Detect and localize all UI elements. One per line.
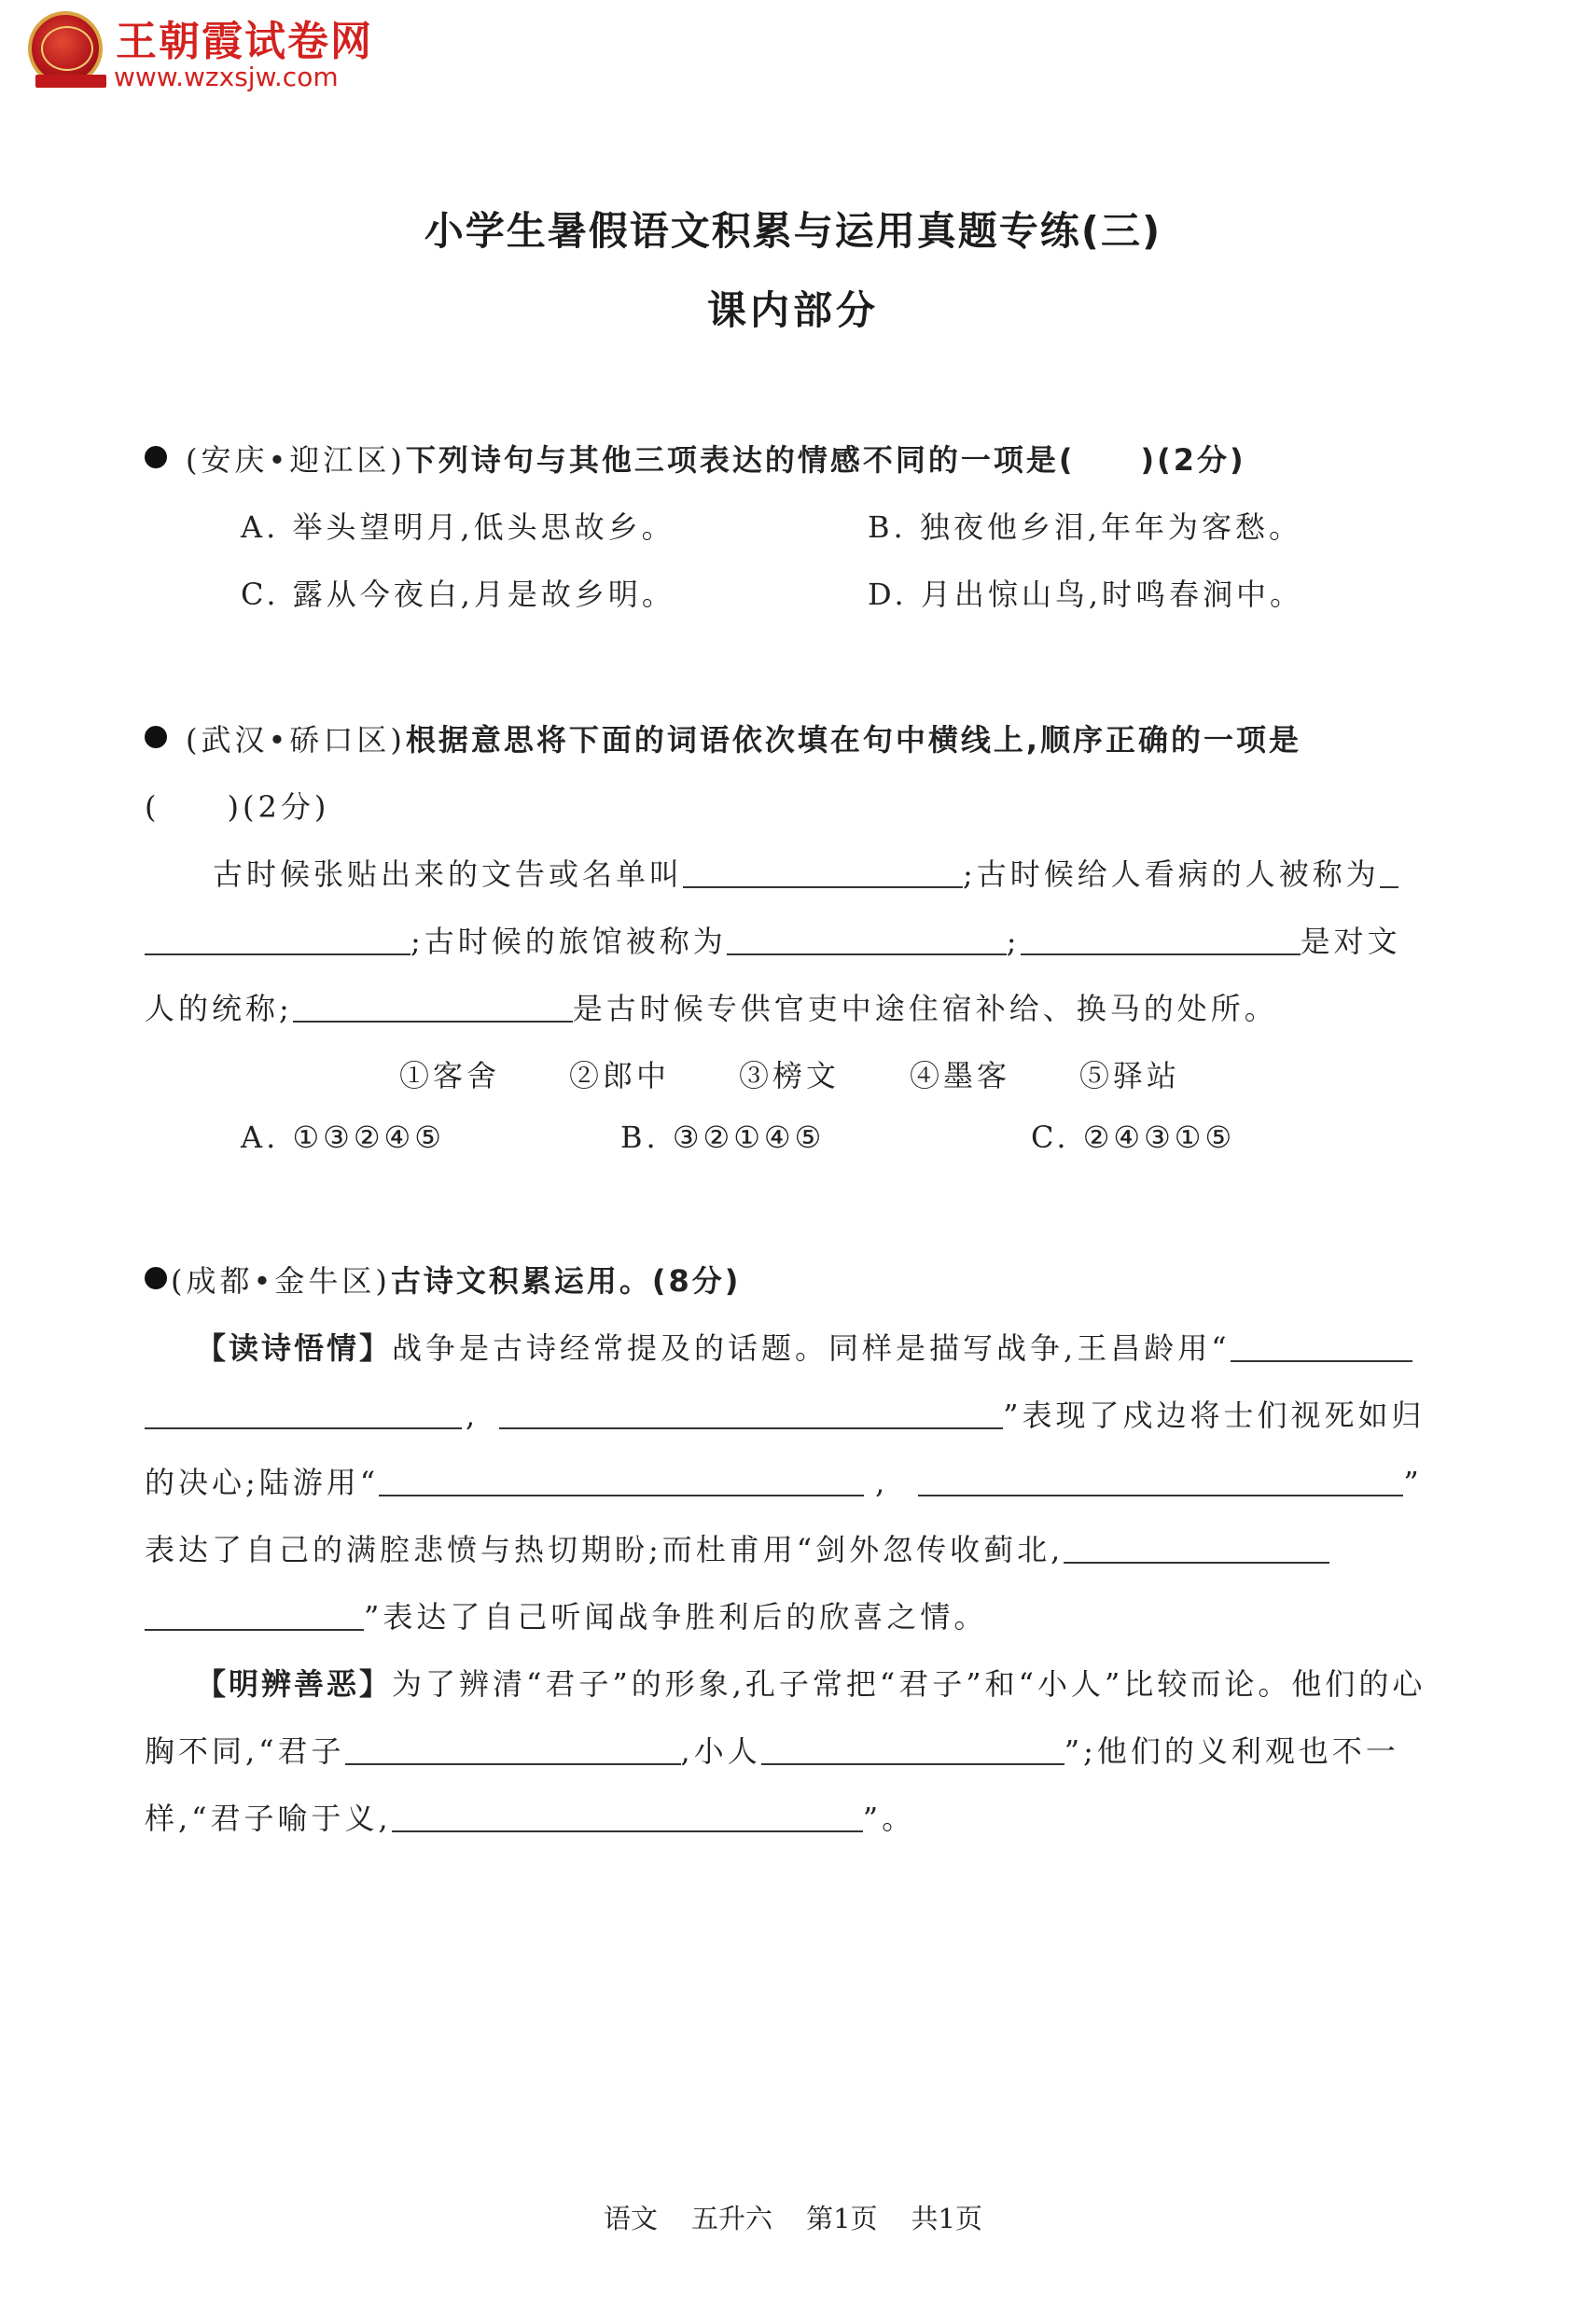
- q3-blank-6[interactable]: [345, 1737, 681, 1765]
- q3-line-1: [196, 1325, 1412, 1368]
- footer-total-pages: 共1页: [911, 2203, 982, 2234]
- q3-text: 为了辨清“君子”的形象,孔子常把“君子”和“小人”比较而论。他们的心: [392, 1666, 1426, 1702]
- q3-tag-good-evil: 【明辨善恶】: [196, 1666, 393, 1702]
- q2-word-1: ①客舍: [399, 1058, 501, 1093]
- q3-text: ”表达了自己听闻战争胜利后的欣喜之情。: [364, 1599, 988, 1635]
- q2-option-b[interactable]: B. ③②①④⑤: [620, 1120, 826, 1155]
- q3-blank-7[interactable]: [761, 1737, 1064, 1765]
- q2-word-4: ④墨客: [910, 1058, 1011, 1093]
- q2-blank-3[interactable]: [727, 927, 1007, 955]
- q3-line-6: [196, 1661, 1426, 1704]
- footer-subject: 语文: [604, 2203, 659, 2234]
- q1-stem: [145, 437, 1246, 480]
- q2-text: ;古时候给人看病的人被称为: [963, 856, 1380, 892]
- q3-line-5: [145, 1593, 987, 1636]
- bullet-icon: [145, 1267, 167, 1289]
- q2-word-5: ⑤驿站: [1079, 1058, 1181, 1093]
- q2-option-a[interactable]: A. ①③②④⑤: [241, 1120, 445, 1155]
- q3-blank-4[interactable]: [918, 1468, 1403, 1496]
- q3-text: ”表现了戍边将士们视死如归: [1003, 1398, 1426, 1433]
- q2-paragraph-line-3: [145, 985, 1278, 1028]
- q2-question: 根据意思将下面的词语依次填在句中横线上,顺序正确的一项是: [405, 722, 1302, 758]
- bullet-icon: [145, 726, 167, 748]
- footer-page-number: 第1页: [806, 2203, 878, 2234]
- q3-blank-5[interactable]: [1064, 1536, 1329, 1564]
- q3-text: 的决心;陆游用“: [145, 1465, 380, 1500]
- q3-blank-3[interactable]: [379, 1468, 864, 1496]
- q3-text: 表达了自己的满腔悲愤与热切期盼;而杜甫用“剑外忽传收蓟北,: [145, 1532, 1064, 1567]
- q2-text: ;古时候的旅馆被称为: [410, 924, 727, 959]
- q2-text: 古时候张贴出来的文告或名单叫: [213, 856, 684, 892]
- q2-stem-tail: ( )(2分): [145, 789, 330, 825]
- q2-blank-5[interactable]: [293, 995, 573, 1023]
- q3-question: 古诗文积累运用。(8分): [390, 1263, 742, 1299]
- q2-paragraph-line-1: [213, 851, 1398, 894]
- q3-tag-read-poem: 【读诗悟情】: [196, 1330, 393, 1366]
- q3-text: ”;他们的义利观也不一: [1064, 1733, 1399, 1769]
- q3-line-7: [145, 1728, 1399, 1771]
- q2-text: 是古时候专供官吏中途住宿补给、换马的处所。: [572, 991, 1278, 1026]
- q3-line-8: [145, 1795, 915, 1838]
- q3-text: ”。: [862, 1801, 916, 1836]
- q1-option-a[interactable]: A. 举头望明月,低头思故乡。: [241, 509, 675, 545]
- q1-option-c[interactable]: C. 露从今夜白,月是故乡明。: [241, 577, 675, 612]
- q3-source: (成都•金牛区): [171, 1263, 391, 1299]
- q3-blank-1[interactable]: [1231, 1334, 1412, 1362]
- q2-stem: [145, 717, 1301, 759]
- q2-option-c[interactable]: C. ②④③①⑤: [1031, 1120, 1236, 1155]
- q3-blank-2[interactable]: [499, 1401, 1003, 1429]
- q3-line-3: [145, 1459, 1423, 1502]
- q1-option-d[interactable]: D. 月出惊山鸟,时鸣春涧中。: [868, 577, 1304, 612]
- q3-blank-5-cont[interactable]: [145, 1603, 364, 1631]
- q3-text: ,: [466, 1398, 480, 1433]
- logo-name: 王朝霞试卷网: [116, 18, 373, 65]
- q2-source: (武汉•硚口区): [186, 722, 406, 758]
- q3-text: ”: [1403, 1465, 1423, 1500]
- bullet-icon: [145, 446, 167, 468]
- logo-url: www.wzxsjw.com: [114, 62, 339, 92]
- q3-text: 样,“君子喻于义,: [145, 1801, 392, 1836]
- page-footer: [0, 2198, 1586, 2236]
- q2-word-3: ③榜文: [739, 1058, 841, 1093]
- q2-blank-4[interactable]: [1021, 927, 1301, 955]
- q3-text: 胸不同,“君子: [145, 1733, 345, 1769]
- q3-line-2: [145, 1392, 1426, 1435]
- q1-option-b[interactable]: B. 独夜他乡泪,年年为客愁。: [868, 509, 1303, 545]
- footer-grade: 五升六: [691, 2203, 773, 2234]
- q3-text: 战争是古诗经常提及的话题。同样是描写战争,王昌龄用“: [392, 1330, 1231, 1366]
- q3-line-4: [145, 1526, 1329, 1569]
- logo-ribbon-icon: [35, 75, 106, 88]
- q3-blank-1-cont[interactable]: [145, 1401, 462, 1429]
- page-title: 小学生暑假语文积累与运用真题专练(三): [424, 208, 1162, 254]
- q3-stem: [145, 1258, 741, 1301]
- q2-word-2: ②郎中: [569, 1058, 671, 1093]
- q2-text: ;: [1006, 924, 1021, 959]
- q1-source: (安庆•迎江区): [186, 442, 406, 478]
- q2-blank-2-start[interactable]: [1380, 860, 1398, 888]
- q2-text: 是对文: [1300, 924, 1401, 959]
- q2-blank-1[interactable]: [683, 860, 963, 888]
- q3-blank-8[interactable]: [392, 1804, 863, 1832]
- q2-paragraph-line-2: [145, 918, 1401, 961]
- q3-text: ,小人: [680, 1733, 761, 1769]
- page-subtitle: 课内部分: [706, 287, 879, 333]
- q2-blank-2[interactable]: [145, 927, 410, 955]
- q1-question: 下列诗句与其他三项表达的情感不同的一项是( )(2分): [405, 442, 1246, 478]
- q3-text: ,: [875, 1465, 889, 1500]
- q2-text: 人的统称;: [145, 991, 293, 1026]
